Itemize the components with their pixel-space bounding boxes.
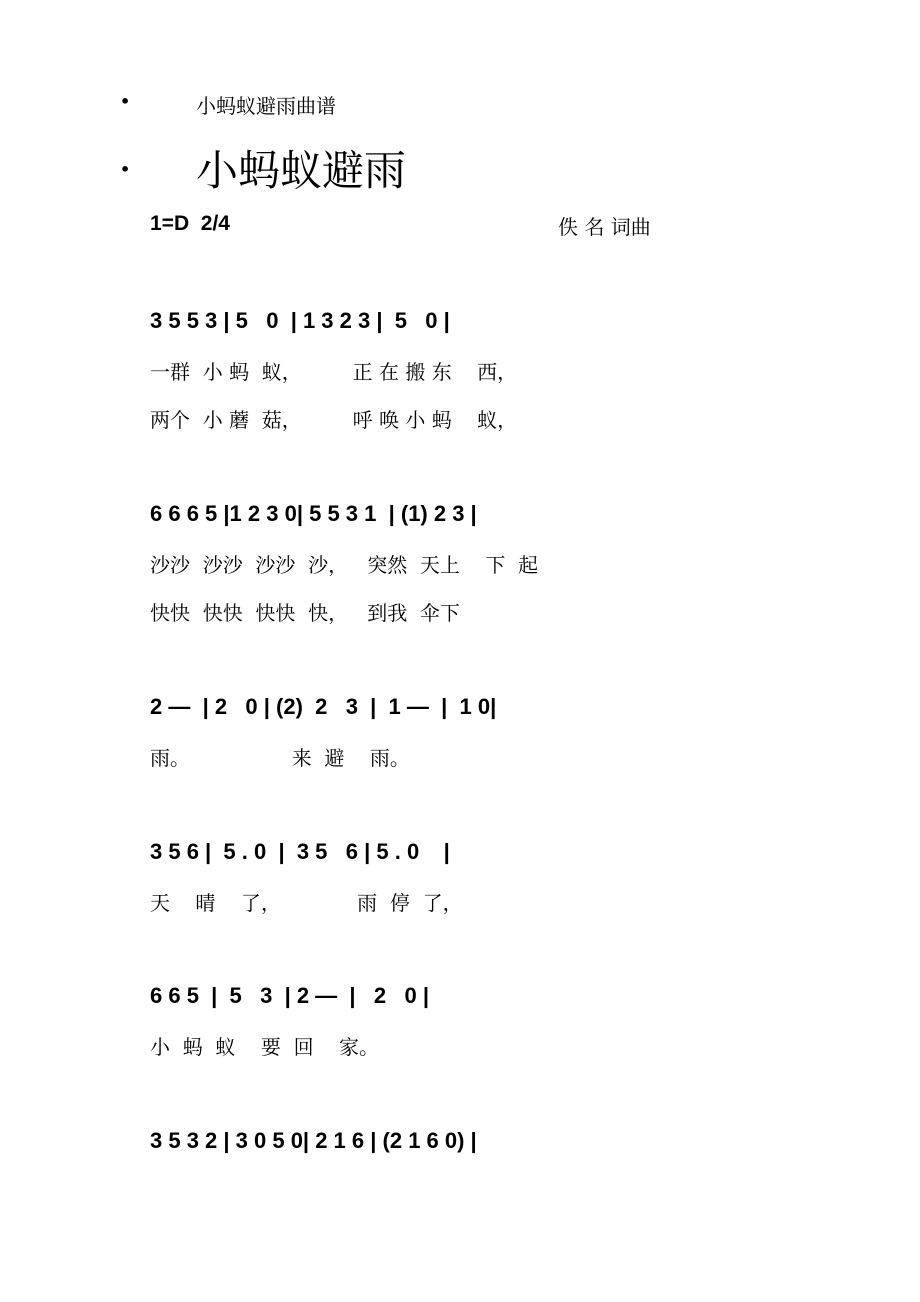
notation-line: 2 — | 2 0 | (2) 2 3 | 1 — | 1 0| <box>150 694 497 719</box>
notation-line: 6 6 6 5 |1 2 3 0| 5 5 3 1 | (1) 2 3 | <box>150 501 477 526</box>
list-bullet: • <box>120 160 131 179</box>
notation-line: 3 5 5 3 | 5 0 | 1 3 2 3 | 5 0 | <box>150 308 450 333</box>
lyric-line: 一群 小 蚂 蚁， 正 在 搬 东 西， <box>150 360 518 384</box>
notation-line: 3 5 6 | 5 . 0 | 3 5 6 | 5 . 0 | <box>150 839 450 864</box>
credit-line: 佚 名 词曲 <box>558 215 651 239</box>
lyric-line: 小 蚂 蚁 要 回 家。 <box>150 1035 380 1059</box>
song-title: 小蚂蚁避雨 <box>196 146 407 195</box>
key-signature: 1=D 2/4 <box>150 212 230 235</box>
notation-line: 3 5 3 2 | 3 0 5 0| 2 1 6 | (2 1 6 0) | <box>150 1128 477 1153</box>
lyric-line: 两个 小 蘑 菇， 呼 唤 小 蚂 蚁， <box>150 408 518 432</box>
lyric-line: 快快 快快 快快 快， 到我 伞下 <box>150 601 460 625</box>
list-bullet: • <box>120 92 131 111</box>
notation-line: 6 6 5 | 5 3 | 2 — | 2 0 | <box>150 983 429 1008</box>
page-subtitle: 小蚂蚁避雨曲谱 <box>196 94 336 118</box>
lyric-line: 雨。 来 避 雨。 <box>150 746 410 770</box>
lyric-line: 沙沙 沙沙 沙沙 沙， 突然 天上 下 起 <box>150 553 539 577</box>
lyric-line: 天 晴 了， 雨 停 了， <box>150 891 463 915</box>
